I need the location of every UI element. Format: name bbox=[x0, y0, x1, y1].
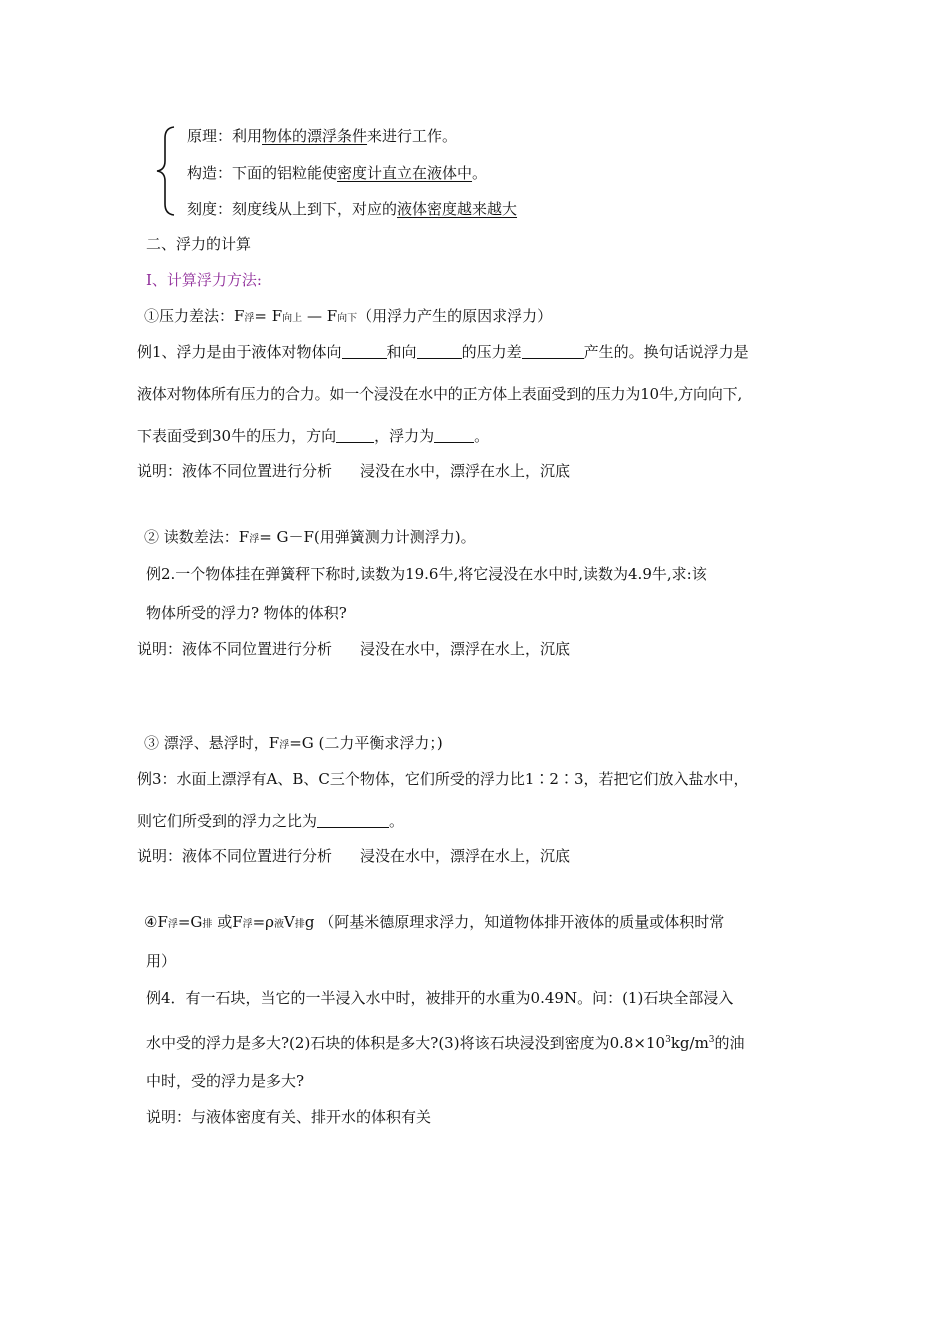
principle-line: 原理：利用物体的漂浮条件来进行工作。 bbox=[187, 127, 458, 145]
answer-blank[interactable] bbox=[342, 343, 387, 359]
example-1-line-1: 例1、浮力是由于液体对物体向 和向 的压力差 产生的。换句话说浮力是 bbox=[137, 343, 749, 361]
method-3: ③ 漂浮、悬浮时，F浮=G (二力平衡求浮力；) bbox=[144, 734, 443, 752]
structure-line: 构造：下面的铝粒能使密度计直立在液体中。 bbox=[187, 164, 488, 182]
example-2-line-1: 例2.一个物体挂在弹簧秤下称时,读数为19.6牛,将它浸没在水中时,读数为4.9牛,求:该 bbox=[146, 565, 707, 583]
methods-heading: I、计算浮力方法: bbox=[146, 271, 262, 289]
curly-brace-icon bbox=[154, 125, 178, 217]
example-4-line-1: 例4．有一石块，当它的一半浸入水中时，被排开的水重为0.49N。问：(1)石块全部浸入 bbox=[146, 989, 734, 1007]
note-1: 说明：液体不同位置进行分析 浸没在水中，漂浮在水上，沉底 bbox=[137, 462, 571, 480]
underlined-term: 液体密度越来越大 bbox=[397, 200, 518, 218]
section-heading: 二、浮力的计算 bbox=[146, 235, 252, 253]
underlined-term: 物体的漂浮条件 bbox=[262, 127, 368, 145]
answer-blank[interactable] bbox=[434, 427, 474, 443]
method-1: ①压力差法：F浮= F向上 — F向下（用浮力产生的原因求浮力） bbox=[144, 307, 553, 325]
example-3-line-1: 例3：水面上漂浮有A、B、C三个物体，它们所受的浮力比1∶2∶3，若把它们放入盐水中， bbox=[137, 770, 749, 788]
answer-blank[interactable] bbox=[336, 427, 374, 443]
underlined-term: 密度计直立在液体中 bbox=[337, 164, 473, 182]
method-2: ② 读数差法：F浮= G－F(用弹簧测力计测浮力)。 bbox=[144, 528, 476, 546]
method-4: ④F浮=G排 或F浮=ρ液V排g （阿基米德原理求浮力，知道物体排开液体的质量或体积时常 bbox=[144, 913, 725, 931]
answer-blank[interactable] bbox=[417, 343, 462, 359]
example-1-line-2: 液体对物体所有压力的合力。如一个浸没在水中的正方体上表面受到的压力为10牛,方向向下, bbox=[137, 385, 743, 403]
example-3-line-2: 则它们所受到的浮力之比为 。 bbox=[137, 812, 405, 830]
scale-line: 刻度：刻度线从上到下，对应的液体密度越来越大 bbox=[187, 200, 518, 218]
note-4: 说明：与液体密度有关、排开水的体积有关 bbox=[146, 1108, 432, 1126]
answer-blank[interactable] bbox=[522, 343, 584, 359]
example-2-line-2: 物体所受的浮力? 物体的体积? bbox=[146, 604, 347, 622]
method-4-line-2: 用） bbox=[146, 952, 177, 970]
answer-blank[interactable] bbox=[317, 812, 389, 828]
note-2: 说明：液体不同位置进行分析 浸没在水中，漂浮在水上，沉底 bbox=[137, 640, 571, 658]
example-4-line-3: 中时，受的浮力是多大? bbox=[146, 1072, 305, 1090]
example-1-line-3: 下表面受到30牛的压力，方向 ，浮力为 。 bbox=[137, 427, 490, 445]
note-3: 说明：液体不同位置进行分析 浸没在水中，漂浮在水上，沉底 bbox=[137, 847, 571, 865]
example-4-line-2: 水中受的浮力是多大?(2)石块的体积是多大?(3)将该石块浸没到密度为$0.8\times 10^3kg/m^3$的油 bbox=[146, 1034, 745, 1052]
